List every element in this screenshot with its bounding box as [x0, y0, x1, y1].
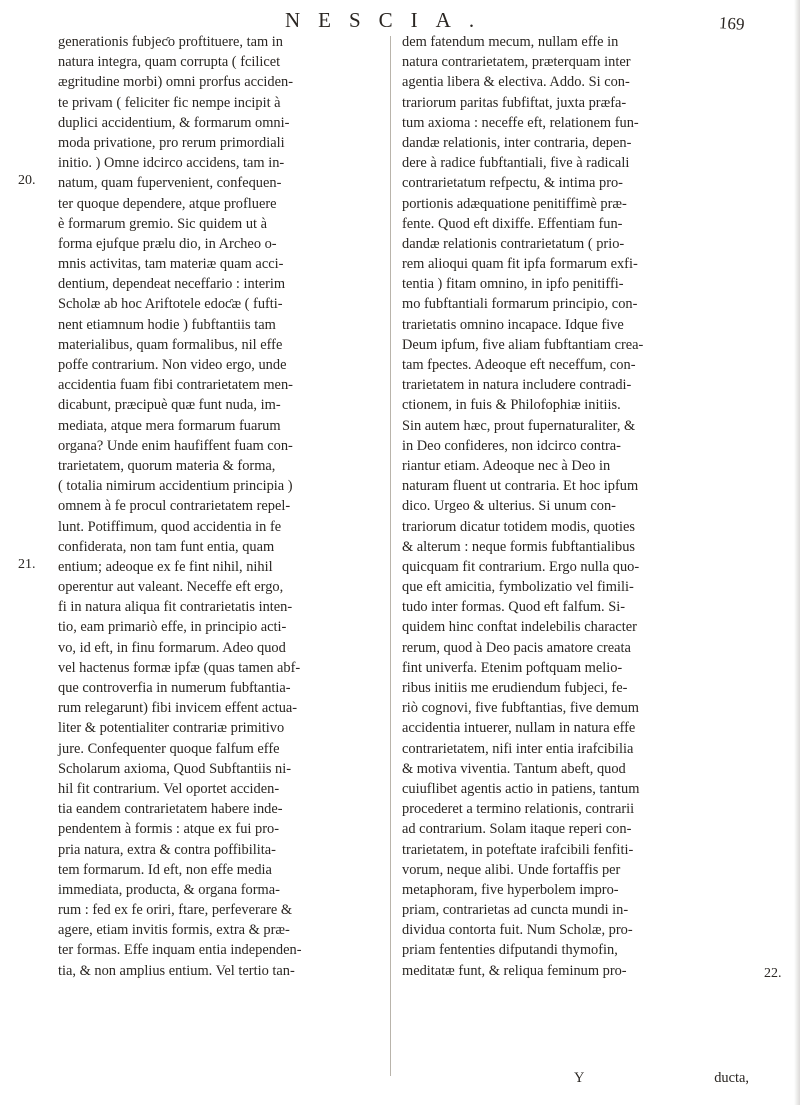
text-line: ribus initiis me erudiendum fubjeci, fe-: [402, 680, 628, 696]
page-edge-shadow: [794, 0, 800, 1105]
text-line: moda privatione, pro rerum primordiali: [58, 134, 285, 151]
text-line: mo fubftantiali formarum principio, con-: [402, 296, 638, 313]
text-line: trariorum paritas fubfiftat, juxta præfa-: [402, 94, 627, 111]
text-line: forma ejufque prælu dio, in Archeo o-: [58, 235, 277, 252]
text-line: trarietatem, in poteftate irafcibili fenfiti-: [402, 841, 634, 858]
text-line: riantur etiam. Adeoque nec à Deo in: [402, 457, 611, 474]
text-line: natura contrarietatem, præterquam inter: [402, 54, 631, 71]
text-line: poffe contrarium. Non video ergo, unde: [58, 357, 287, 373]
text-line: natura integra, quam corrupta ( fcilicet: [58, 54, 281, 71]
text-line: organa? Unde enim haufiffent fuam con-: [58, 437, 293, 454]
column-divider: [390, 36, 391, 1076]
text-line: in Deo confideres, non idcirco contra-: [402, 437, 621, 454]
text-line: natum, quam fupervenient, confequen-: [58, 175, 282, 192]
text-line: trarietatem, quorum materia & forma,: [58, 457, 276, 474]
text-line: pria natura, extra & contra poffibilita-: [58, 841, 276, 858]
running-head: NESCIA.: [285, 8, 493, 32]
text-line: initio. ) Omne idcirco accidens, tam in-: [58, 155, 285, 172]
text-line: que controverfia in numerum fubftantia-: [58, 680, 291, 696]
text-line: & motiva viventia. Tantum abeft, quod: [402, 760, 626, 777]
text-line: dividua contorta fuit. Num Scholæ, pro-: [402, 922, 633, 939]
text-line: fi in natura aliqua fit contrarietatis inten-: [58, 599, 293, 616]
text-line: rum : fed ex fe oriri, ftare, perfeverare &: [58, 902, 293, 919]
text-line: Deum ipfum, five aliam fubftantiam crea-: [402, 336, 644, 353]
catchword: ducta,: [714, 1070, 749, 1086]
text-line: tem formarum. Id eft, non effe media: [58, 861, 272, 878]
text-line: tam fpectes. Adeoque eft neceffum, con-: [402, 357, 636, 373]
text-line: fint univerfa. Etenim poftquam melio-: [402, 659, 623, 676]
text-line: trarietatem in natura includere contradi-: [402, 377, 632, 394]
text-line: accidentia fuam fibi contrarietatem men-: [58, 377, 293, 394]
text-line: te privam ( feliciter fic nempe incipit à: [58, 94, 281, 111]
page-number: 169: [718, 13, 746, 34]
text-line: ad contrarium. Solam itaque reperi con-: [402, 821, 632, 838]
text-line: dentium, dependeat neceffario : interim: [58, 276, 286, 293]
text-line: dandæ relationis contrarietatum ( prio-: [402, 235, 625, 252]
text-line: tia, & non amplius entium. Vel tertio tan-: [58, 962, 295, 979]
text-line: tia eandem contrarietatem habere inde-: [58, 801, 283, 818]
text-line: dicabunt, præcipuè quæ funt nuda, im-: [58, 397, 281, 414]
text-line: Scholarum axioma, Quod Subftantiis ni-: [58, 760, 292, 777]
margin-number-21: 21.: [18, 557, 36, 572]
text-line: liter & potentialiter contrariæ primitivo: [58, 720, 285, 737]
text-line: que eft amicitia, fymbolizatio vel fimili-: [402, 579, 634, 596]
text-line: metaphoram, five hyperbolem impro-: [402, 881, 619, 898]
margin-number-20: 20.: [18, 173, 36, 188]
signature-mark: Y: [574, 1070, 585, 1086]
text-line: priam, contrarietas ad cuncta mundi in-: [402, 902, 629, 919]
text-line: operentur aut valeant. Neceffe eft ergo,: [58, 579, 284, 596]
text-line: hil fit contrarium. Vel oportet acciden-: [58, 780, 280, 797]
text-line: cuiuflibet agentis actio in patiens, tantum: [402, 780, 640, 797]
text-line: entium; adeoque ex fe fint nihil, nihil: [58, 558, 273, 575]
text-line: quicquam fit contrarium. Ergo nulla quo-: [402, 558, 640, 575]
text-line: vorum, neque alibi. Unde fortaffis per: [402, 861, 621, 878]
text-line: mnis activitas, tam materiæ quam acci-: [58, 256, 284, 273]
text-line: confiderata, non tam funt entia, quam: [58, 538, 275, 555]
text-line: procederet a termino relationis, contrarii: [402, 801, 635, 818]
text-line: pendentem à formis : atque ex fui pro-: [58, 821, 279, 838]
text-line: quidem hinc conftat indelebilis character: [402, 619, 637, 636]
text-line: vo, id eft, in finu formarum. Adeo quod: [58, 639, 286, 656]
text-line: tentia ) fitam omnino, in ipfo penitiffi-: [402, 276, 624, 293]
text-line: contrarietatum refpectu, & intima pro-: [402, 175, 623, 192]
text-line: accidentia intuerer, nullam in natura effe: [402, 720, 636, 737]
text-line: ter quoque dependere, atque profluere: [58, 195, 277, 212]
text-line: rem alioqui quam fit ipfa formarum exfi-: [402, 256, 638, 273]
text-line: tudo inter formas. Quod eft falfum. Si-: [402, 599, 626, 616]
text-line: lunt. Potiffimum, quod accidentia in fe: [58, 518, 282, 535]
text-line: rum relegarunt) fibi invicem effent actua-: [58, 700, 298, 717]
text-line: tio, eam primariò effe, in principio acti-: [58, 619, 287, 636]
text-line: Sin autem hæc, prout fupernaturaliter, &: [402, 417, 636, 434]
text-line: contrarietatem, nifi inter entia irafcibilia: [402, 740, 634, 757]
text-line: vel hactenus formæ ipfæ (quas tamen abf-: [58, 659, 301, 676]
text-line: dere à radice fubftantiali, five à radicali: [402, 155, 630, 172]
left-text-column: [58, 32, 383, 981]
text-line: trariorum dicatur totidem modis, quoties: [402, 518, 636, 535]
text-line: materialibus, quam formalibus, nil effe: [58, 336, 283, 353]
text-line: riò cognovi, five fubftantias, five demum: [402, 700, 639, 717]
text-line: rerum, quod à Deo pacis amatore creata: [402, 639, 631, 656]
text-line: jure. Confequenter quoque falfum effe: [58, 740, 280, 757]
text-line: meditatæ funt, & reliqua feminum pro-: [402, 962, 627, 979]
text-line: agere, etiam invitis formis, extra & præ-: [58, 922, 290, 939]
text-line: ter formas. Effe inquam entia independen-: [58, 942, 302, 959]
margin-number-22: 22.: [764, 966, 782, 981]
text-line: dandæ relationis, inter contraria, depen-: [402, 134, 632, 151]
text-line: tum axioma : neceffe eft, relationem fun-: [402, 114, 639, 131]
text-line: priam fententies difputandi thymofin,: [402, 942, 618, 959]
text-line: duplici accidentium, & formarum omni-: [58, 114, 290, 131]
text-line: trarietatis omnino incapace. Idque five: [402, 316, 624, 333]
text-line: omnem à fe procul contrarietatem repel-: [58, 498, 291, 515]
text-line: agentia libera & electiva. Addo. Si con-: [402, 74, 630, 91]
text-line: dico. Urgeo & ulterius. Si unum con-: [402, 498, 616, 515]
text-line: ( totalia nimirum accidentium principia ): [58, 478, 293, 495]
text-line: & alterum : neque formis fubftantialibus: [402, 538, 635, 555]
text-line: ægritudine morbi) omni prorfus acciden-: [58, 74, 293, 91]
text-line: nent etiamnum hodie ) fubftantiis tam: [58, 316, 276, 333]
text-line: è formarum gremio. Sic quidem ut à: [58, 215, 268, 232]
text-line: portionis adæquatione penitiffimè præ-: [402, 195, 627, 212]
right-text-column: [402, 32, 747, 981]
text-line: fente. Quod eft dixiffe. Effentiam fun-: [402, 215, 623, 232]
text-line: mediata, atque mera formarum fuarum: [58, 417, 281, 434]
text-line: dem fatendum mecum, nullam effe in: [402, 34, 619, 50]
text-line: ctionem, in fuis & Philofophiæ initiis.: [402, 397, 621, 414]
text-line: generationis fubjeƈo proftituere, tam in: [58, 34, 283, 50]
text-line: naturam fluent ut contraria. Et hoc ipfum: [402, 478, 639, 495]
text-line: Scholæ ab hoc Ariftotele edoƈæ ( fufti-: [58, 296, 283, 313]
text-line: immediata, producta, & organa forma-: [58, 881, 280, 898]
